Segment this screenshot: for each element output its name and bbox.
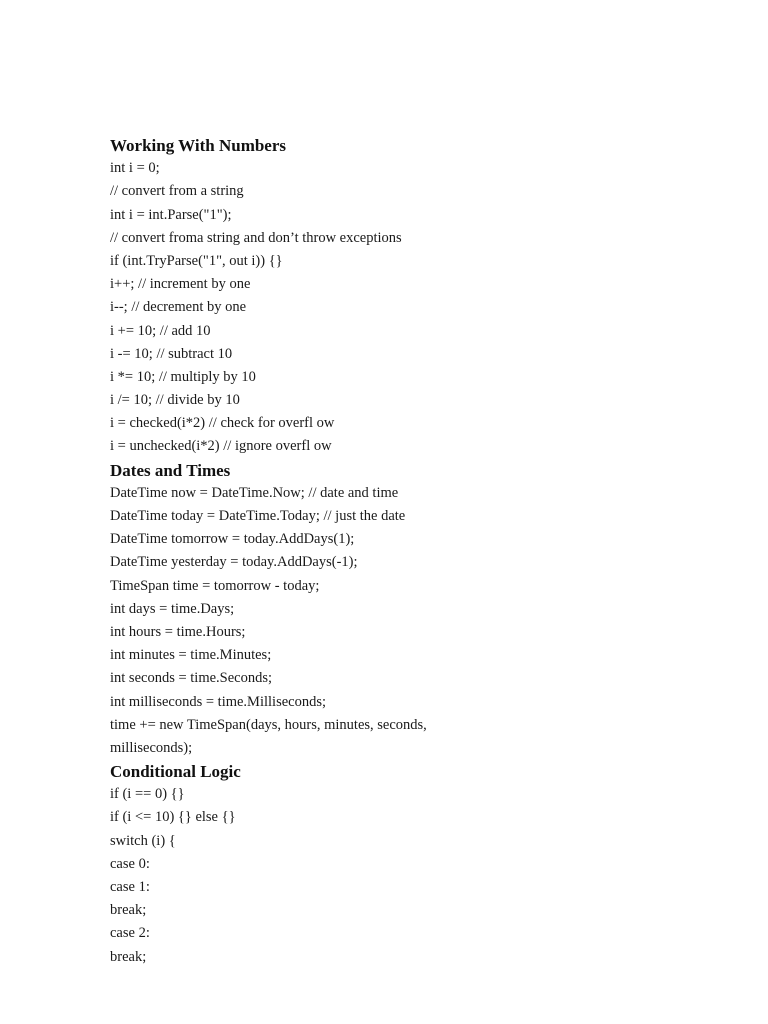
code-line: switch (i) { (110, 832, 176, 849)
code-line: i -= 10; // subtract 10 (110, 345, 233, 362)
code-line: i += 10; // add 10 (110, 322, 211, 339)
section-heading: Working With Numbers (110, 136, 287, 155)
code-line: case 1: (110, 879, 150, 895)
code-line: TimeSpan time = tomorrow - today; (110, 577, 320, 594)
section-conditional-logic (110, 760, 710, 969)
code-line: int seconds = time.Seconds; (110, 670, 273, 687)
section-heading: Dates and Times (110, 460, 231, 480)
code-line: milliseconds); (110, 739, 193, 756)
code-line: i /= 10; // divide by 10 (110, 392, 240, 409)
code-line: int days = time.Days; (110, 600, 235, 617)
code-line: int i = 0; (110, 160, 160, 177)
code-line: i *= 10; // multiply by 10 (110, 368, 256, 385)
code-line: DateTime today = DateTime.Today; // just the date (110, 508, 406, 524)
code-line: i = unchecked(i*2) // ignore overfl ow (110, 438, 332, 455)
code-line: if (int.TryParse("1", out i)) {} (110, 252, 283, 269)
code-line: int i = int.Parse("1"); (110, 206, 232, 223)
code-line: i = checked(i*2) // check for overfl ow (110, 415, 335, 432)
code-line: int minutes = time.Minutes; (110, 647, 272, 664)
code-line: break; (110, 902, 147, 919)
code-line: DateTime tomorrow = today.AddDays(1); (110, 531, 355, 548)
code-line: if (i <= 10) {} else {} (110, 809, 236, 826)
code-line: case 0: (110, 855, 150, 872)
code-line: time += new TimeSpan(days, hours, minutes, seconds, (110, 716, 427, 733)
section-working-with-numbers (110, 134, 710, 459)
document-content (110, 134, 710, 969)
code-line: if (i == 0) {} (110, 786, 185, 803)
code-line: i--; // decrement by one (110, 299, 247, 316)
section-heading: Conditional Logic (110, 762, 241, 782)
code-line: i++; // increment by one (110, 276, 251, 293)
code-line: int hours = time.Hours; (110, 623, 246, 640)
code-line: case 2: (110, 925, 150, 942)
code-line: break; (110, 948, 147, 965)
section-dates-and-times (110, 459, 710, 760)
code-line: // convert from a string (110, 183, 244, 200)
code-line: DateTime now = DateTime.Now; // date and time (110, 484, 399, 501)
code-line: // convert froma string and don’t throw exceptions (110, 229, 402, 246)
code-line: DateTime yesterday = today.AddDays(-1); (110, 554, 358, 571)
code-line: int milliseconds = time.Milliseconds; (110, 693, 326, 710)
